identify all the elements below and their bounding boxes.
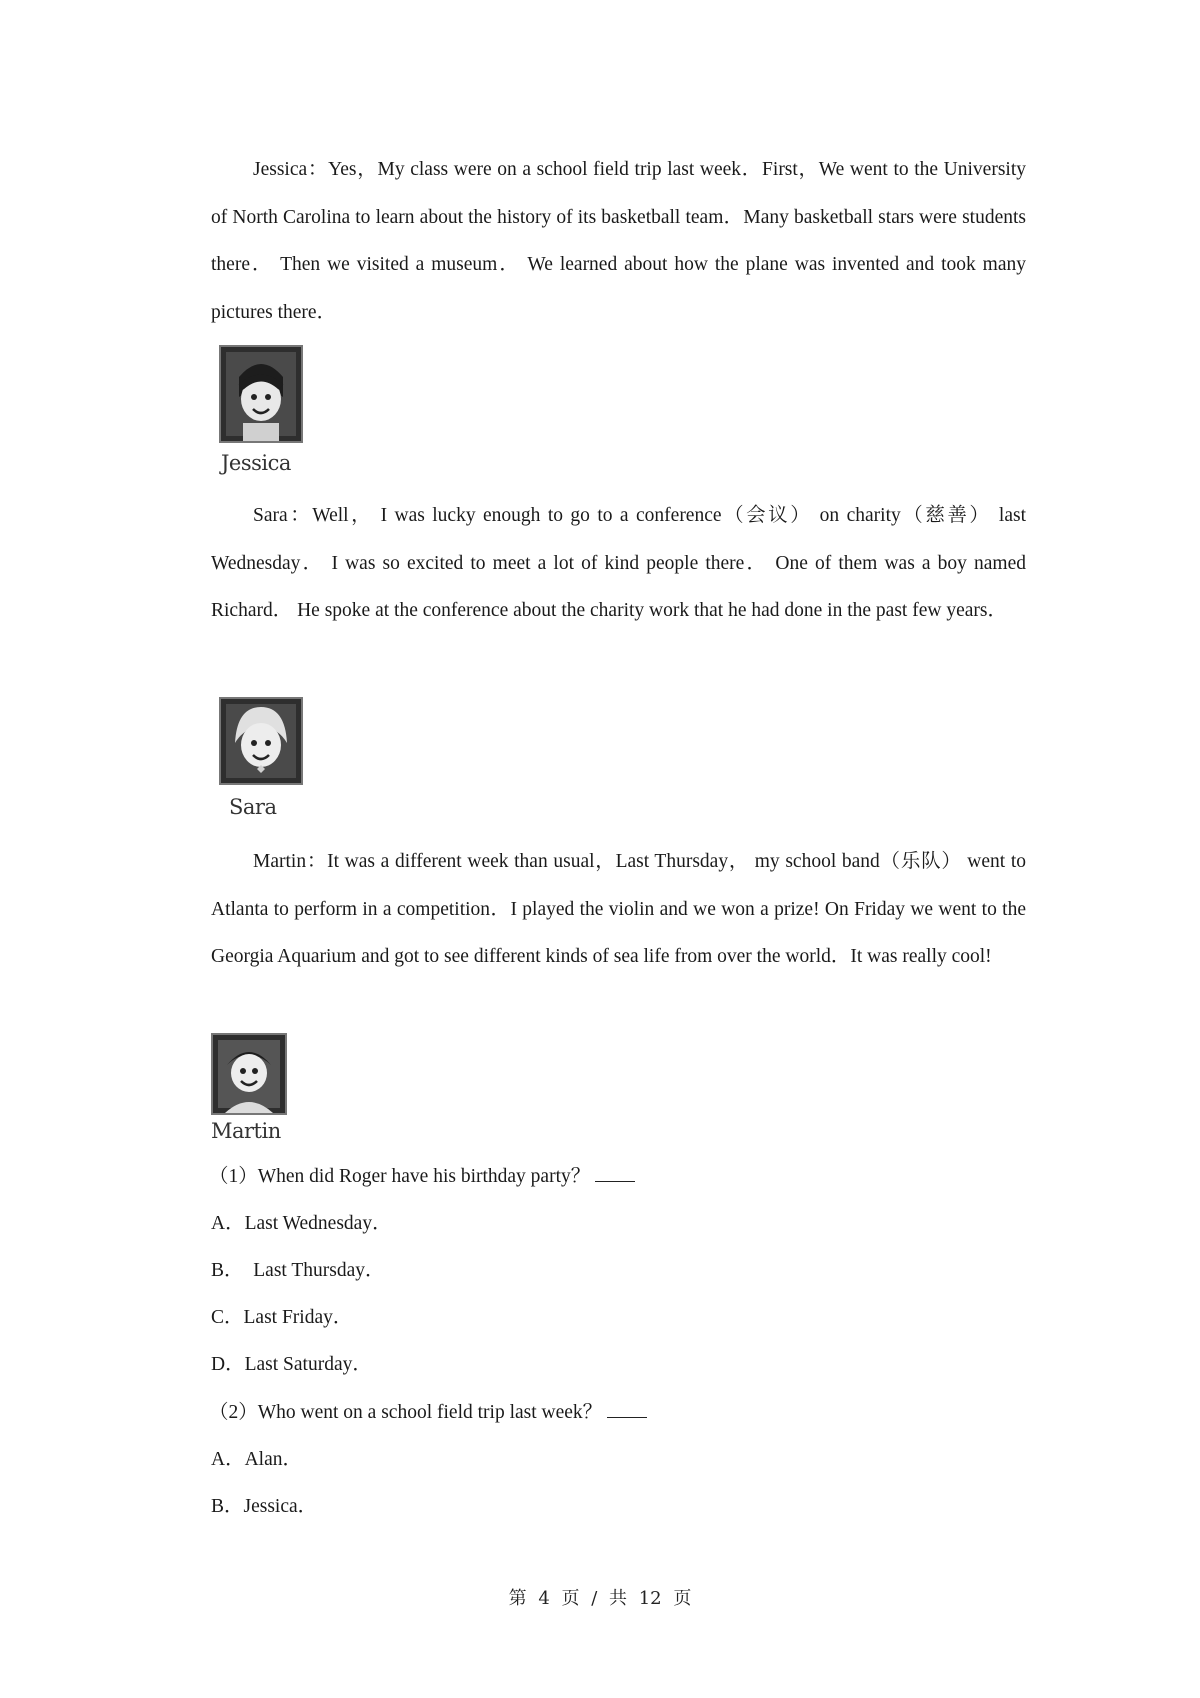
option-1a: A．Last Wednesday． (211, 1213, 392, 1234)
avatar-caption-sara: Sara (229, 795, 277, 819)
avatar-caption-martin: Martin (211, 1119, 281, 1143)
martin-portrait-icon (211, 1033, 287, 1115)
option-1d: D．Last Saturday． (211, 1354, 372, 1375)
answer-blank (595, 1165, 635, 1182)
option-1b: B． Last Thursday． (211, 1260, 385, 1281)
page-footer: 第 4 页 / 共 12 页 (508, 1588, 692, 1609)
paragraph-jessica: Jessica：Yes，My class were on a school field trip last week．First，We went to the University of North Carolina to learn about the history of its basketball team．Many basketball stars were students there． Then we visited a museum． We learned about how the plane was invented and took many pictures there． (211, 159, 1026, 323)
sara-portrait-icon (219, 697, 303, 785)
question-stem: （2）Who went on a school field trip last week？ (209, 1402, 603, 1423)
paragraph-martin: Martin：It was a different week than usual，Last Thursday， my school band（乐队） went to Atlanta to perform in a competition．I played the violin and we won a prize! On Friday we went to the Georgia Aquarium and got to see different kinds of sea life from over the world．It was really cool! (211, 851, 1026, 967)
option-1c: C．Last Friday． (211, 1307, 353, 1328)
avatar-caption-jessica: Jessica (221, 451, 291, 475)
option-2a: A．Alan． (211, 1449, 302, 1470)
jessica-portrait-icon (219, 345, 303, 443)
option-2b: B．Jessica． (211, 1496, 318, 1517)
question-stem: （1）When did Roger have his birthday party？ (209, 1166, 591, 1187)
question-1 (209, 1160, 635, 1188)
question-2 (209, 1396, 647, 1424)
paragraph-sara: Sara：Well， I was lucky enough to go to a conference（会议） on charity（慈善） last Wednesday． I was so excited to meet a lot of kind people there． One of them was a boy named Richard． He spoke at the conference about the charity work that he had done in the past few years． (211, 505, 1026, 621)
answer-blank (607, 1401, 647, 1418)
